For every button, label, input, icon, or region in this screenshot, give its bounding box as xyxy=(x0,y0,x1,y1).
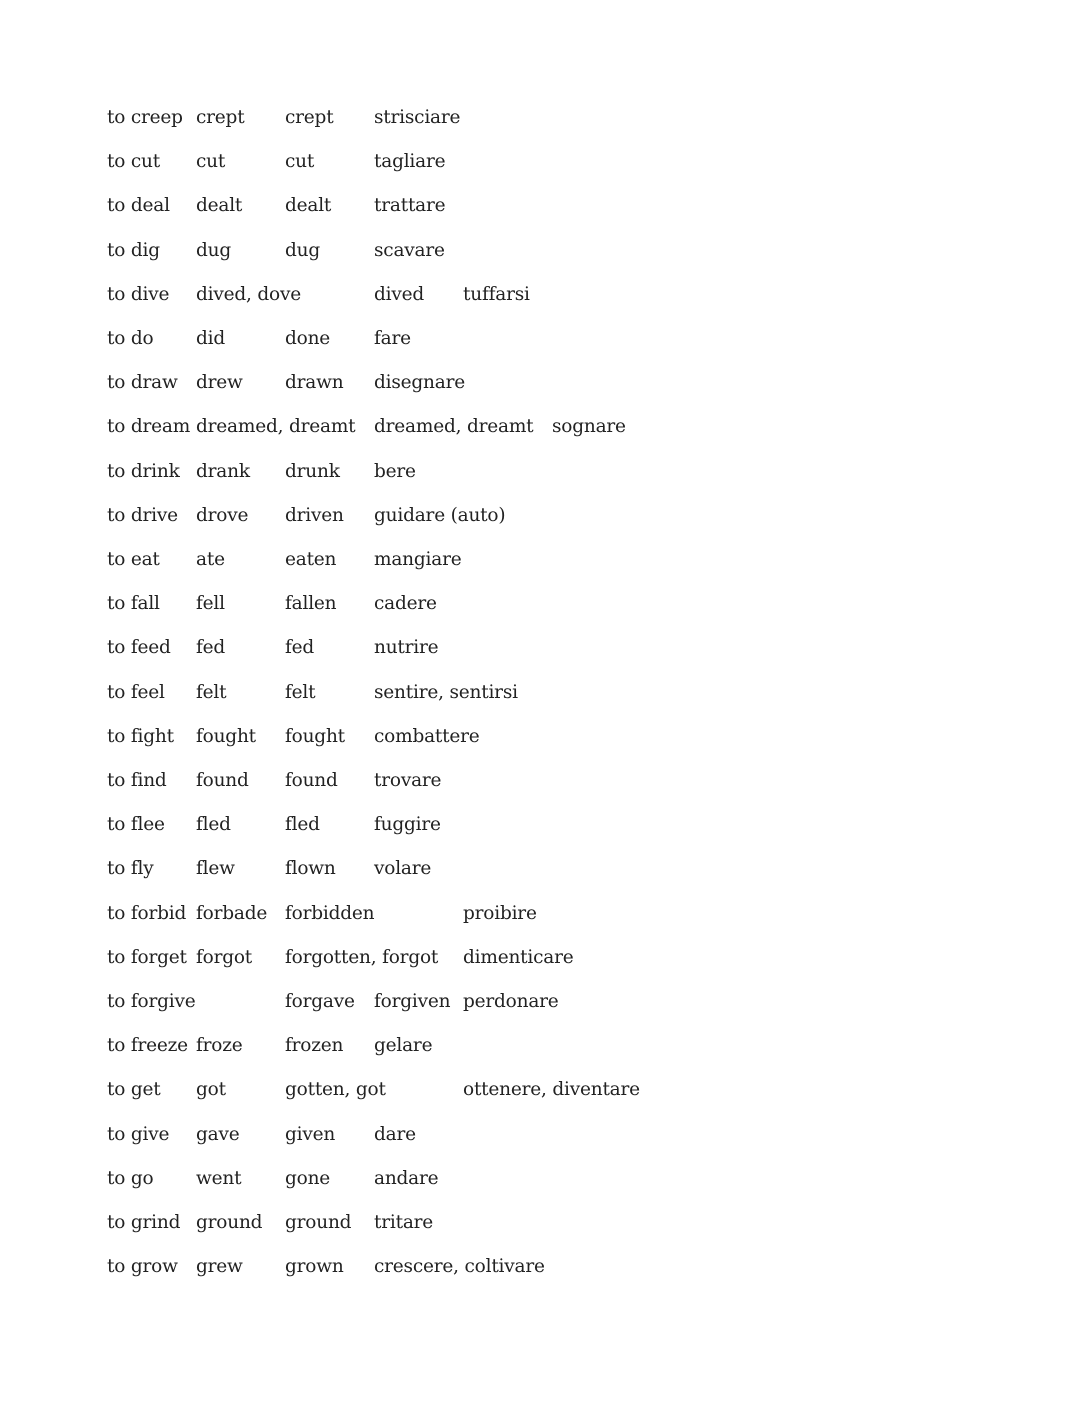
verb-translation: crescere, coltivare xyxy=(374,1256,545,1278)
verb-translation: mangiare xyxy=(374,549,462,570)
verb-past-simple: dreamed, dreamt xyxy=(196,416,356,438)
verb-past-simple: forbade xyxy=(196,902,268,924)
verb-past-simple: forgot xyxy=(196,946,253,968)
verb-row xyxy=(0,722,1080,752)
verb-base-form: to dig xyxy=(107,239,160,261)
verb-past-participle: dug xyxy=(285,239,320,261)
verb-translation: gelare xyxy=(374,1035,433,1057)
verb-base-form: to fall xyxy=(107,593,160,615)
verb-translation: proibire xyxy=(463,902,537,924)
verb-row xyxy=(0,678,1080,708)
verb-past-participle: done xyxy=(285,328,331,349)
verb-past-participle: forgotten, forgot xyxy=(285,946,439,968)
verb-past-simple: drove xyxy=(196,504,249,526)
verb-base-form: to feed xyxy=(107,637,171,659)
verb-past-simple: felt xyxy=(196,681,227,703)
verb-row xyxy=(0,412,1080,442)
verb-base-form: to drive xyxy=(107,504,178,526)
verb-past-simple: grew xyxy=(196,1256,243,1278)
verb-row xyxy=(0,545,1080,575)
verb-past-participle: drunk xyxy=(285,460,340,482)
verb-translation: perdonare xyxy=(463,991,559,1012)
verb-base-form: to draw xyxy=(107,372,178,394)
verb-past-participle: dreamed, dreamt xyxy=(374,416,534,438)
verb-past-participle: felt xyxy=(285,681,316,703)
verb-past-simple: went xyxy=(196,1167,242,1189)
verb-past-participle: flown xyxy=(285,858,336,880)
verb-past-simple: ate xyxy=(196,549,225,570)
verb-past-simple: dug xyxy=(196,239,231,261)
verb-past-simple: drew xyxy=(196,372,243,394)
verb-translation: dimenticare xyxy=(463,946,574,968)
verb-row xyxy=(0,943,1080,973)
verb-row xyxy=(0,1164,1080,1194)
verb-base-form: to forgive xyxy=(107,991,196,1012)
verb-translation: trovare xyxy=(374,770,442,791)
verb-past-participle: fled xyxy=(285,814,320,836)
verb-base-form: to give xyxy=(107,1123,170,1145)
verb-base-form: to cut xyxy=(107,151,160,173)
verb-base-form: to freeze xyxy=(107,1035,188,1057)
verb-translation: cadere xyxy=(374,593,437,615)
verb-row xyxy=(0,457,1080,487)
verb-row xyxy=(0,633,1080,663)
verb-translation: tuffarsi xyxy=(463,283,530,305)
verb-past-participle: fed xyxy=(285,637,315,659)
verb-past-simple: gave xyxy=(196,1123,240,1145)
verb-translation: ottenere, diventare xyxy=(463,1079,640,1101)
verb-row xyxy=(0,324,1080,354)
verb-row xyxy=(0,501,1080,531)
verb-past-simple: got xyxy=(196,1079,226,1101)
verb-base-form: to dream xyxy=(107,416,191,438)
verb-past-participle: drawn xyxy=(285,372,344,394)
verb-past-simple: fought xyxy=(196,725,256,747)
verb-past-simple: found xyxy=(196,770,249,791)
verb-base-form: to grind xyxy=(107,1212,181,1233)
verb-past-simple: did xyxy=(196,328,226,349)
verb-row xyxy=(0,1120,1080,1150)
verb-past-participle: gone xyxy=(285,1167,331,1189)
verb-translation: sognare xyxy=(552,416,626,438)
verb-past-participle: found xyxy=(285,770,338,791)
verb-row xyxy=(0,589,1080,619)
verb-base-form: to fight xyxy=(107,725,174,747)
verb-past-participle: fallen xyxy=(285,593,337,615)
verb-past-simple: fed xyxy=(196,637,226,659)
verb-base-form: to dive xyxy=(107,283,170,305)
verb-base-form: to do xyxy=(107,328,154,349)
verb-past-participle: given xyxy=(285,1123,336,1145)
verb-translation: guidare (auto) xyxy=(374,504,506,526)
verb-base-form: to forget xyxy=(107,946,187,968)
verb-row xyxy=(0,1075,1080,1105)
verb-translation: combattere xyxy=(374,725,480,747)
verb-base-form: to find xyxy=(107,770,167,791)
verb-past-simple: crept xyxy=(196,107,245,128)
verb-translation: tagliare xyxy=(374,151,446,173)
verb-past-simple: ground xyxy=(196,1212,263,1233)
verb-base-form: to flee xyxy=(107,814,165,836)
verb-past-simple: dived, dove xyxy=(196,283,301,305)
verb-past-participle: driven xyxy=(285,504,344,526)
verb-base-form: to go xyxy=(107,1167,154,1189)
verb-past-simple: flew xyxy=(196,858,235,880)
verb-base-form: to eat xyxy=(107,549,160,570)
verb-translation: bere xyxy=(374,460,416,482)
verb-past-simple: forgave xyxy=(285,991,355,1012)
verb-translation: tritare xyxy=(374,1212,434,1233)
verb-past-simple: drank xyxy=(196,460,250,482)
verb-past-participle: grown xyxy=(285,1256,344,1278)
verb-past-simple: dealt xyxy=(196,195,243,217)
verb-translation: strisciare xyxy=(374,107,461,128)
verb-row xyxy=(0,236,1080,266)
verb-past-participle: forbidden xyxy=(285,902,375,924)
verb-past-simple: fled xyxy=(196,814,231,836)
verb-base-form: to get xyxy=(107,1079,161,1101)
verb-past-participle: dealt xyxy=(285,195,332,217)
verb-past-participle: crept xyxy=(285,107,334,128)
verb-translation: sentire, sentirsi xyxy=(374,681,518,703)
verb-past-simple: cut xyxy=(196,151,226,173)
verb-past-participle: ground xyxy=(285,1212,352,1233)
verb-translation: andare xyxy=(374,1167,439,1189)
verb-translation: dare xyxy=(374,1123,416,1145)
verb-base-form: to forbid xyxy=(107,902,187,924)
verb-translation: disegnare xyxy=(374,372,465,394)
verb-translation: nutrire xyxy=(374,637,439,659)
verb-translation: trattare xyxy=(374,195,446,217)
verb-translation: volare xyxy=(374,858,432,880)
verb-translation: fuggire xyxy=(374,814,441,836)
verb-past-participle: fought xyxy=(285,725,345,747)
verb-base-form: to grow xyxy=(107,1256,178,1278)
verb-translation: fare xyxy=(374,328,411,349)
verb-base-form: to fly xyxy=(107,858,154,880)
verb-row xyxy=(0,103,1080,133)
verb-past-participle: cut xyxy=(285,151,315,173)
verb-row xyxy=(0,810,1080,840)
verb-past-participle: gotten, got xyxy=(285,1079,386,1101)
verb-past-participle: forgiven xyxy=(374,991,451,1012)
verb-base-form: to drink xyxy=(107,460,180,482)
verb-past-participle: dived xyxy=(374,283,425,305)
verb-row xyxy=(0,1208,1080,1238)
verb-row xyxy=(0,368,1080,398)
verb-base-form: to creep xyxy=(107,107,183,128)
verb-row xyxy=(0,147,1080,177)
verb-row xyxy=(0,191,1080,221)
verb-past-participle: frozen xyxy=(285,1035,344,1057)
verb-row xyxy=(0,899,1080,929)
verb-row xyxy=(0,987,1080,1017)
verb-row xyxy=(0,280,1080,310)
verb-row xyxy=(0,854,1080,884)
verb-past-participle: eaten xyxy=(285,549,337,570)
verb-past-simple: fell xyxy=(196,593,225,615)
verb-translation: scavare xyxy=(374,239,445,261)
verb-row xyxy=(0,1252,1080,1282)
verb-past-simple: froze xyxy=(196,1035,243,1057)
verb-base-form: to deal xyxy=(107,195,170,217)
verb-row xyxy=(0,1031,1080,1061)
verb-base-form: to feel xyxy=(107,681,165,703)
verb-row xyxy=(0,766,1080,796)
